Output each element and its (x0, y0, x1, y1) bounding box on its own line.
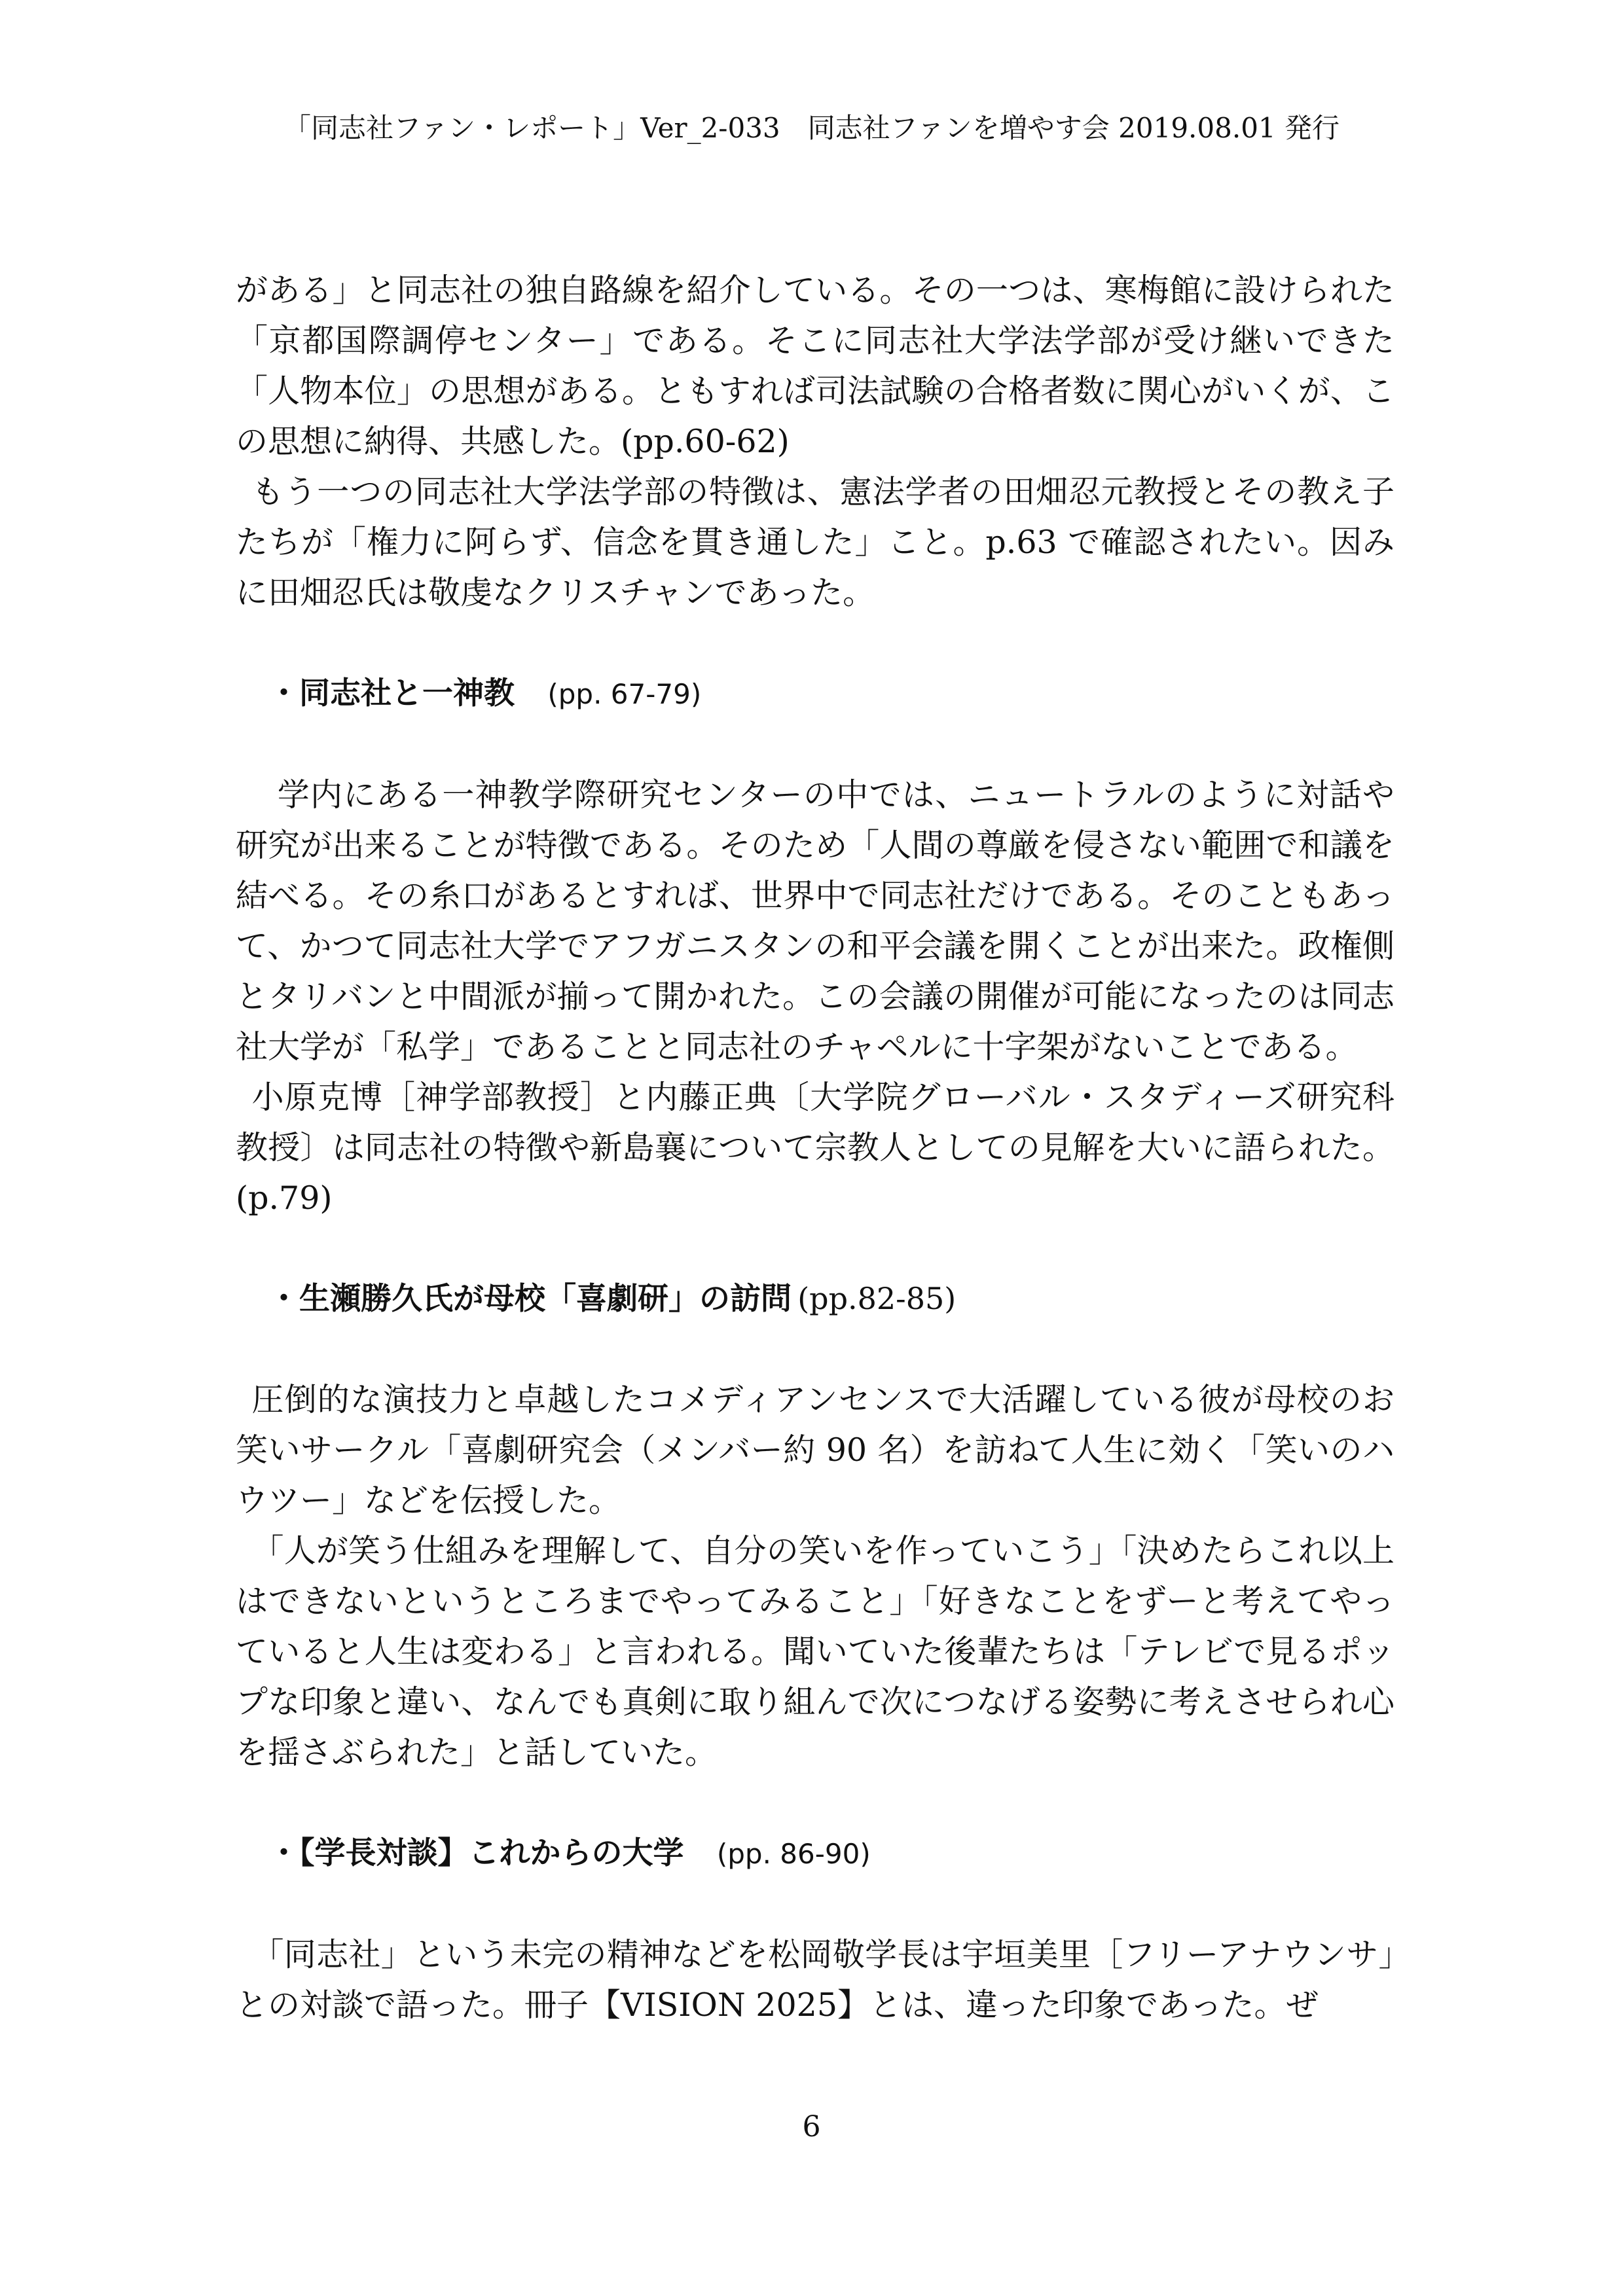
section-page-ref: (pp.82-85) (797, 1281, 957, 1316)
paragraph-ikuse-2: 「人が笑う仕組みを理解して、自分の笑いを作っていこう」「決めたらこれ以上はできないというところまでやってみること」「好きなことをずーと考えてやっていると人生は変わる」と言われる。聞いていた後輩たちは「テレビで見るポップな印象と違い、なんでも真剣に取り組んで次につなげる姿勢に考えさせられ心を揺さぶられた」と話していた。 (236, 1532, 1395, 1771)
spacer (236, 1879, 1395, 1929)
paragraph-law-faculty: もう一つの同志社大学法学部の特徴は、憲法学者の田畑忍元教授とその教え子たちが「権力に阿らず、信念を貫き通した」こと。p.63 で確認されたい。因みに田畑忍氏は敬虔なクリスチャンであった。 (236, 473, 1395, 611)
section-heading-text: ・【学長対談】これからの大学 (268, 1835, 684, 1871)
section-heading-ikuse (236, 1274, 1395, 1324)
section-heading-text: ・生瀬勝久氏が母校「喜劇研」の訪問 (268, 1281, 792, 1317)
section-page-ref: (pp. 67-79) (547, 678, 702, 710)
section-page-ref: (pp. 86-90) (716, 1838, 871, 1870)
page-header: 「同志社ファン・レポート」Ver_2-033 同志社ファンを増やす会 2019.08.01 発行 (283, 112, 1340, 144)
spacer (236, 1223, 1395, 1274)
section-heading-president-talk (236, 1828, 1395, 1879)
spacer (236, 719, 1395, 770)
section-heading-monotheism (236, 668, 1395, 719)
page-number: 6 (802, 2110, 821, 2144)
paragraph-monotheism-1: 学内にある一神教学際研究センターの中では、ニュートラルのように対話や研究が出来ることが特徴である。そのため「人間の尊厳を侵さない範囲で和議を結べる。その糸口があるとすれば、世界中で同志社だけである。そのこともあって、かつて同志社大学でアフガニスタンの和平会議を開くことが出来た。政権側とタリバンと中間派が揃って開かれた。この会議の開催が可能になったのは同志社大学が「私学」であることと同志社のチャペルに十字架がないことである。 (236, 776, 1395, 1066)
spacer (236, 618, 1395, 668)
paragraph-monotheism-2: 小原克博［神学部教授］と内藤正典〔大学院グローバル・スタディーズ研究科教授〕は同志社の特徴や新島襄について宗教人としての見解を大いに語られた。(p.79) (236, 1079, 1395, 1217)
body-text (236, 265, 1395, 2030)
paragraph-intro: がある」と同志社の独自路線を紹介している。その一つは、寒梅館に設けられた「京都国際調停センター」である。そこに同志社大学法学部が受け継いできた「人物本位」の思想がある。ともすれば司法試験の合格者数に関心がいくが、この思想に納得、共感した。(pp.60-62) (236, 272, 1395, 460)
spacer (236, 1778, 1395, 1828)
paragraph-ikuse-1: 圧倒的な演技力と卓越したコメディアンセンスで大活躍している彼が母校のお笑いサークル「喜劇研究会（メンバー約 90 名）を訪ねて人生に効く「笑いのハウツー」などを伝授した。 (236, 1381, 1395, 1519)
spacer (236, 1324, 1395, 1374)
paragraph-president-talk: 「同志社」という未完の精神などを松岡敬学長は宇垣美里［フリーアナウンサ」との対談で語った。冊子【VISION 2025】とは、違った印象であった。ぜ (236, 1936, 1395, 2024)
section-heading-text: ・同志社と一神教 (268, 675, 515, 711)
